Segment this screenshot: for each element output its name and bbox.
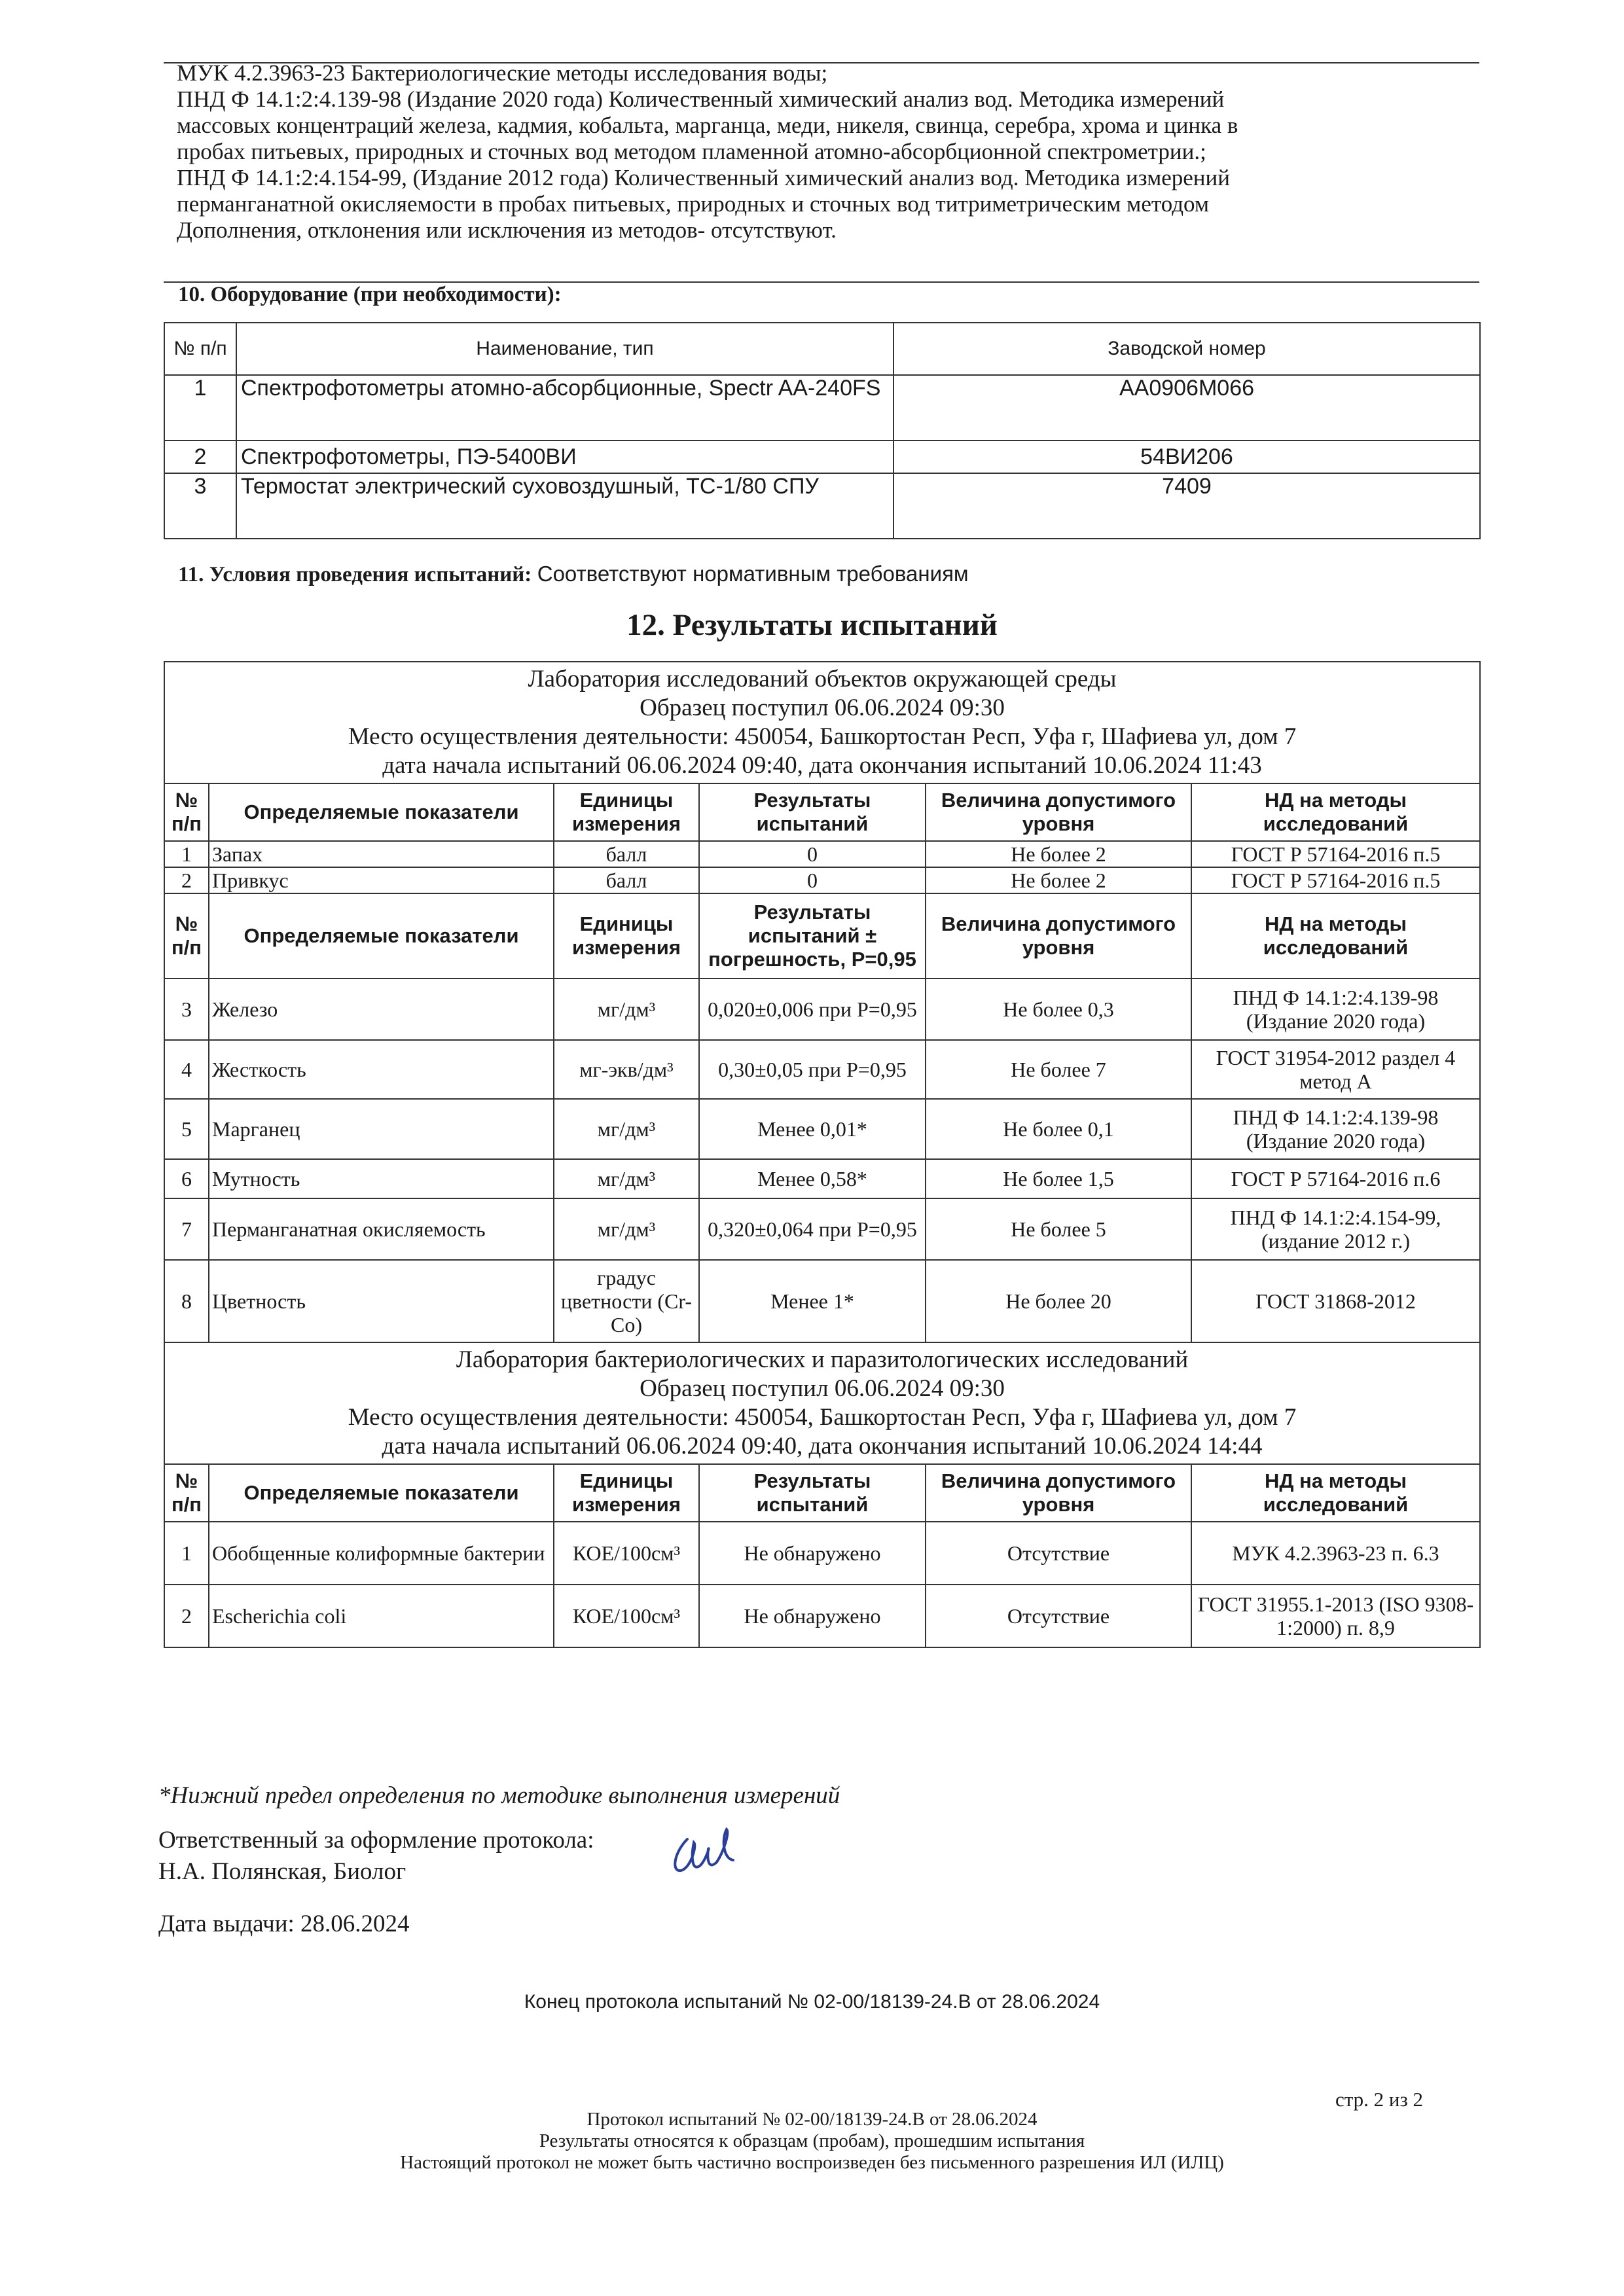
row-num: 4	[164, 1040, 209, 1099]
col-header-result: Результаты испытаний	[699, 783, 926, 841]
equipment-name: Термостат электрический суховоздушный, ТС-1/80 СПУ	[236, 473, 893, 539]
indicator-name: Привкус	[209, 867, 554, 893]
lab2-info	[164, 1342, 1480, 1464]
limit: Отсутствие	[926, 1522, 1191, 1585]
footnote: *Нижний предел определения по методике выполнения измерений	[158, 1782, 840, 1809]
responsible-name: Н.А. Полянская, Биолог	[158, 1858, 406, 1885]
col-header-unit: Единицы измерения	[554, 1464, 699, 1522]
result: Менее 1*	[699, 1260, 926, 1342]
section11-label: 11. Условия проведения испытаний:	[178, 563, 532, 586]
method: ГОСТ Р 57164-2016 п.6	[1191, 1159, 1480, 1198]
lab1-name: Лаборатория исследований объектов окружающей среды	[528, 666, 1117, 692]
unit: градус цветности (Cr-Co)	[554, 1260, 699, 1342]
limit: Не более 2	[926, 841, 1191, 867]
table-row	[164, 867, 1480, 893]
row-num: 1	[164, 375, 236, 440]
col-header-method: НД на методы исследований	[1191, 783, 1480, 841]
col-header-method: НД на методы исследований	[1191, 1464, 1480, 1522]
unit: КОЕ/100см³	[554, 1585, 699, 1647]
lab2-test-dates: дата начала испытаний 06.06.2024 09:40, дата окончания испытаний 10.06.2024 14:44	[382, 1433, 1263, 1460]
table-row	[164, 1198, 1480, 1260]
row-num: 1	[164, 1522, 209, 1585]
limit: Не более 0,3	[926, 978, 1191, 1040]
lab1-location: Место осуществления деятельности: 450054, Башкортостан Респ, Уфа г, Шафиева ул, дом 7	[348, 723, 1297, 750]
table-header-row	[164, 323, 1480, 375]
methods-line: Дополнения, отклонения или исключения из методов- отсутствуют.	[177, 217, 837, 243]
table-row	[164, 1260, 1480, 1342]
method: ГОСТ 31955.1-2013 (ISO 9308-1:2000) п. 8,9	[1191, 1585, 1480, 1647]
limit: Не более 1,5	[926, 1159, 1191, 1198]
unit: балл	[554, 867, 699, 893]
method: ПНД Ф 14.1:2:4.139-98 (Издание 2020 года)	[1191, 1099, 1480, 1159]
table-row	[164, 1040, 1480, 1099]
col-header-limit: Величина допустимого уровня	[926, 1464, 1191, 1522]
lab2-location: Место осуществления деятельности: 450054, Башкортостан Респ, Уфа г, Шафиева ул, дом 7	[348, 1404, 1297, 1431]
method: МУК 4.2.3963-23 п. 6.3	[1191, 1522, 1480, 1585]
col-header-serial: Заводской номер	[893, 323, 1480, 375]
table-header-row	[164, 1464, 1480, 1522]
footer	[0, 2109, 1624, 2174]
table-row	[164, 1099, 1480, 1159]
section12-title: 12. Результаты испытаний	[626, 608, 998, 642]
col-header-limit: Величина допустимого уровня	[926, 783, 1191, 841]
col-header-num: № п/п	[164, 1464, 209, 1522]
result: 0	[699, 841, 926, 867]
equipment-table	[164, 322, 1481, 539]
methods-line: ПНД Ф 14.1:2:4.139-98 (Издание 2020 года) Количественный химический анализ вод. Методика измерений	[177, 86, 1225, 112]
col-header-indicator: Определяемые показатели	[209, 783, 554, 841]
unit: мг/дм³	[554, 978, 699, 1040]
unit: мг/дм³	[554, 1099, 699, 1159]
unit: мг-экв/дм³	[554, 1040, 699, 1099]
col-header-method: НД на методы исследований	[1191, 893, 1480, 978]
lab1-info	[164, 662, 1480, 783]
result: Менее 0,01*	[699, 1099, 926, 1159]
protocol-end-line: Конец протокола испытаний № 02-00/18139-24.В от 28.06.2024	[524, 1991, 1100, 2013]
col-header-result: Результаты испытаний	[699, 1464, 926, 1522]
indicator-name: Цветность	[209, 1260, 554, 1342]
row-num: 2	[164, 1585, 209, 1647]
section11	[178, 562, 969, 587]
unit: балл	[554, 841, 699, 867]
lab2-header-row	[164, 1342, 1480, 1464]
lab1-sample-received: Образец поступил 06.06.2024 09:30	[640, 694, 1005, 721]
table-row	[164, 1585, 1480, 1647]
limit: Не более 2	[926, 867, 1191, 893]
row-num: 2	[164, 440, 236, 473]
result: 0,020±0,006 при Р=0,95	[699, 978, 926, 1040]
row-num: 3	[164, 978, 209, 1040]
indicator-name: Запах	[209, 841, 554, 867]
methods-line: перманганатной окисляемости в пробах питьевых, природных и сточных вод титриметрическим методом	[177, 191, 1209, 217]
col-header-indicator: Определяемые показатели	[209, 1464, 554, 1522]
equipment-serial: AA0906M066	[893, 375, 1480, 440]
equipment-name: Спектрофотометры атомно-абсорбционные, Spectr AA-240FS	[236, 375, 893, 440]
responsible-label: Ответственный за оформление протокола:	[158, 1827, 594, 1854]
limit: Не более 0,1	[926, 1099, 1191, 1159]
unit: КОЕ/100см³	[554, 1522, 699, 1585]
col-header-unit: Единицы измерения	[554, 893, 699, 978]
indicator-name: Обобщенные колиформные бактерии	[209, 1522, 554, 1585]
table-row	[164, 978, 1480, 1040]
col-header-unit: Единицы измерения	[554, 783, 699, 841]
unit: мг/дм³	[554, 1159, 699, 1198]
indicator-name: Мутность	[209, 1159, 554, 1198]
methods-line: ПНД Ф 14.1:2:4.154-99, (Издание 2012 года) Количественный химический анализ вод. Методика измерений	[177, 165, 1230, 190]
row-num: 7	[164, 1198, 209, 1260]
lab1-header-row	[164, 662, 1480, 783]
lab2-sample-received: Образец поступил 06.06.2024 09:30	[640, 1375, 1005, 1402]
row-num: 8	[164, 1260, 209, 1342]
col-header-indicator: Определяемые показатели	[209, 893, 554, 978]
table-row	[164, 1159, 1480, 1198]
methods-line: пробах питьевых, природных и сточных вод методом пламенной атомно-абсорбционной спектрометрии.;	[177, 139, 1206, 164]
row-num: 1	[164, 841, 209, 867]
equipment-name: Спектрофотометры, ПЭ-5400ВИ	[236, 440, 893, 473]
result: Менее 0,58*	[699, 1159, 926, 1198]
indicator-name: Марганец	[209, 1099, 554, 1159]
limit: Не более 5	[926, 1198, 1191, 1260]
result: 0,320±0,064 при Р=0,95	[699, 1198, 926, 1260]
method: ПНД Ф 14.1:2:4.139-98 (Издание 2020 года)	[1191, 978, 1480, 1040]
col-header-name: Наименование, тип	[236, 323, 893, 375]
footer-line: Протокол испытаний № 02-00/18139-24.В от 28.06.2024	[586, 2109, 1038, 2130]
row-num: 6	[164, 1159, 209, 1198]
page-number: стр. 2 из 2	[1335, 2088, 1424, 2111]
table-header-row	[164, 893, 1480, 978]
table-row	[164, 841, 1480, 867]
col-header-result: Результаты испытаний ± погрешность, Р=0,95	[699, 893, 926, 978]
indicator-name: Железо	[209, 978, 554, 1040]
indicator-name: Жесткость	[209, 1040, 554, 1099]
col-header-num: № п/п	[164, 893, 209, 978]
limit: Не более 20	[926, 1260, 1191, 1342]
lab1-test-dates: дата начала испытаний 06.06.2024 09:40, дата окончания испытаний 10.06.2024 11:43	[382, 752, 1262, 779]
results-table	[164, 661, 1481, 1648]
result: 0	[699, 867, 926, 893]
table-header-row	[164, 783, 1480, 841]
methods-line: МУК 4.2.3963-23 Бактериологические методы исследования воды;	[177, 60, 828, 86]
section10-title: 10. Оборудование (при необходимости):	[178, 283, 562, 306]
row-num: 2	[164, 867, 209, 893]
methods-list	[177, 60, 1473, 243]
result: Не обнаружено	[699, 1522, 926, 1585]
method: ГОСТ Р 57164-2016 п.5	[1191, 841, 1480, 867]
signature-icon	[661, 1820, 759, 1885]
method: ГОСТ 31954-2012 раздел 4 метод А	[1191, 1040, 1480, 1099]
method: ГОСТ Р 57164-2016 п.5	[1191, 867, 1480, 893]
limit: Не более 7	[926, 1040, 1191, 1099]
result: 0,30±0,05 при Р=0,95	[699, 1040, 926, 1099]
footer-line: Настоящий протокол не может быть частично воспроизведен без письменного разрешения ИЛ (ИЛЦ)	[400, 2152, 1224, 2173]
unit: мг/дм³	[554, 1198, 699, 1260]
row-num: 5	[164, 1099, 209, 1159]
col-header-limit: Величина допустимого уровня	[926, 893, 1191, 978]
table-row	[164, 375, 1480, 440]
table-row	[164, 1522, 1480, 1585]
methods-line: массовых концентраций железа, кадмия, кобальта, марганца, меди, никеля, свинца, серебра, хрома и цинка в	[177, 113, 1238, 138]
method: ПНД Ф 14.1:2:4.154-99, (издание 2012 г.)	[1191, 1198, 1480, 1260]
table-row	[164, 473, 1480, 539]
col-header-num: № п/п	[164, 323, 236, 375]
indicator-name: Перманганатная окисляемость	[209, 1198, 554, 1260]
method: ГОСТ 31868-2012	[1191, 1260, 1480, 1342]
issue-date: Дата выдачи: 28.06.2024	[158, 1910, 410, 1937]
col-header-num: № п/п	[164, 783, 209, 841]
row-num: 3	[164, 473, 236, 539]
limit: Отсутствие	[926, 1585, 1191, 1647]
result: Не обнаружено	[699, 1585, 926, 1647]
footer-line: Результаты относятся к образцам (пробам), прошедшим испытания	[539, 2130, 1085, 2151]
lab2-name: Лаборатория бактериологических и паразитологических исследований	[456, 1346, 1189, 1373]
indicator-name: Escherichia coli	[209, 1585, 554, 1647]
equipment-serial: 54ВИ206	[893, 440, 1480, 473]
equipment-serial: 7409	[893, 473, 1480, 539]
section11-value: Соответствуют нормативным требованиям	[537, 562, 969, 586]
table-row	[164, 440, 1480, 473]
